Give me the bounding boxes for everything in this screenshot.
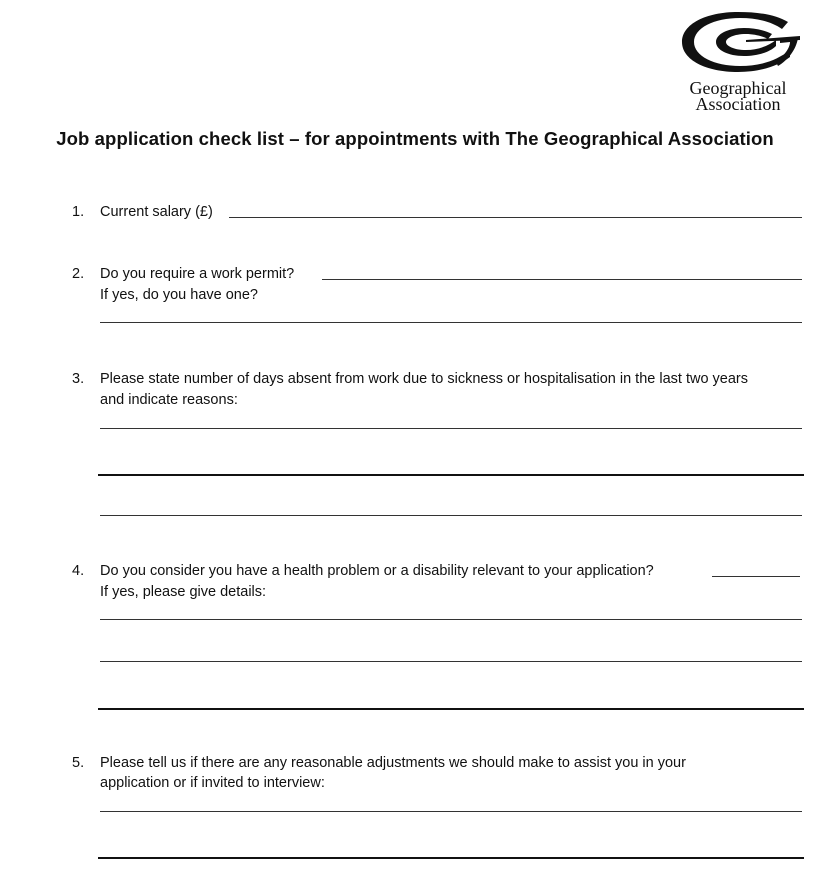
- logo-text-line2: Association: [695, 94, 781, 114]
- work-permit-answer-line[interactable]: [322, 279, 802, 280]
- item-4-number: 4.: [72, 563, 85, 579]
- logo-text-line1: Geographical: [689, 78, 787, 98]
- item-1-question: Current salary (£): [100, 204, 213, 220]
- item-4-question: Do you consider you have a health problem or a disability relevant to your application?: [100, 563, 654, 579]
- item-3-subquestion: and indicate reasons:: [100, 392, 238, 408]
- health-details-line-2[interactable]: [100, 661, 802, 662]
- item-4-subquestion: If yes, please give details:: [100, 584, 267, 600]
- health-answer-line[interactable]: [712, 576, 800, 577]
- item-3-question: Please state number of days absent from work due to sickness or hospitalisation in the last two years: [100, 371, 748, 387]
- absence-answer-line-2[interactable]: [98, 474, 804, 476]
- health-details-line-1[interactable]: [100, 619, 802, 620]
- item-5-question: Please tell us if there are any reasonable adjustments we should make to assist you in your: [100, 755, 686, 771]
- adjustments-answer-line-1[interactable]: [100, 811, 802, 812]
- work-permit-followup-line[interactable]: [100, 322, 802, 323]
- page-title: Job application check list – for appointments with The Geographical Association: [56, 128, 774, 149]
- health-details-line-3[interactable]: [98, 708, 804, 710]
- adjustments-answer-line-2[interactable]: [98, 857, 804, 859]
- item-2-question: Do you require a work permit?: [100, 266, 295, 282]
- absence-answer-line-3[interactable]: [100, 515, 802, 516]
- item-5-number: 5.: [72, 755, 85, 771]
- item-2-number: 2.: [72, 266, 85, 282]
- geographical-association-logo: [668, 6, 808, 114]
- absence-answer-line-1[interactable]: [100, 428, 802, 429]
- ga-logo-mark-icon: [672, 6, 804, 78]
- item-3-number: 3.: [72, 371, 85, 387]
- item-1-number: 1.: [72, 204, 85, 220]
- salary-answer-line[interactable]: [229, 217, 802, 218]
- item-5-subquestion: application or if invited to interview:: [100, 775, 325, 791]
- item-2-subquestion: If yes, do you have one?: [100, 287, 258, 303]
